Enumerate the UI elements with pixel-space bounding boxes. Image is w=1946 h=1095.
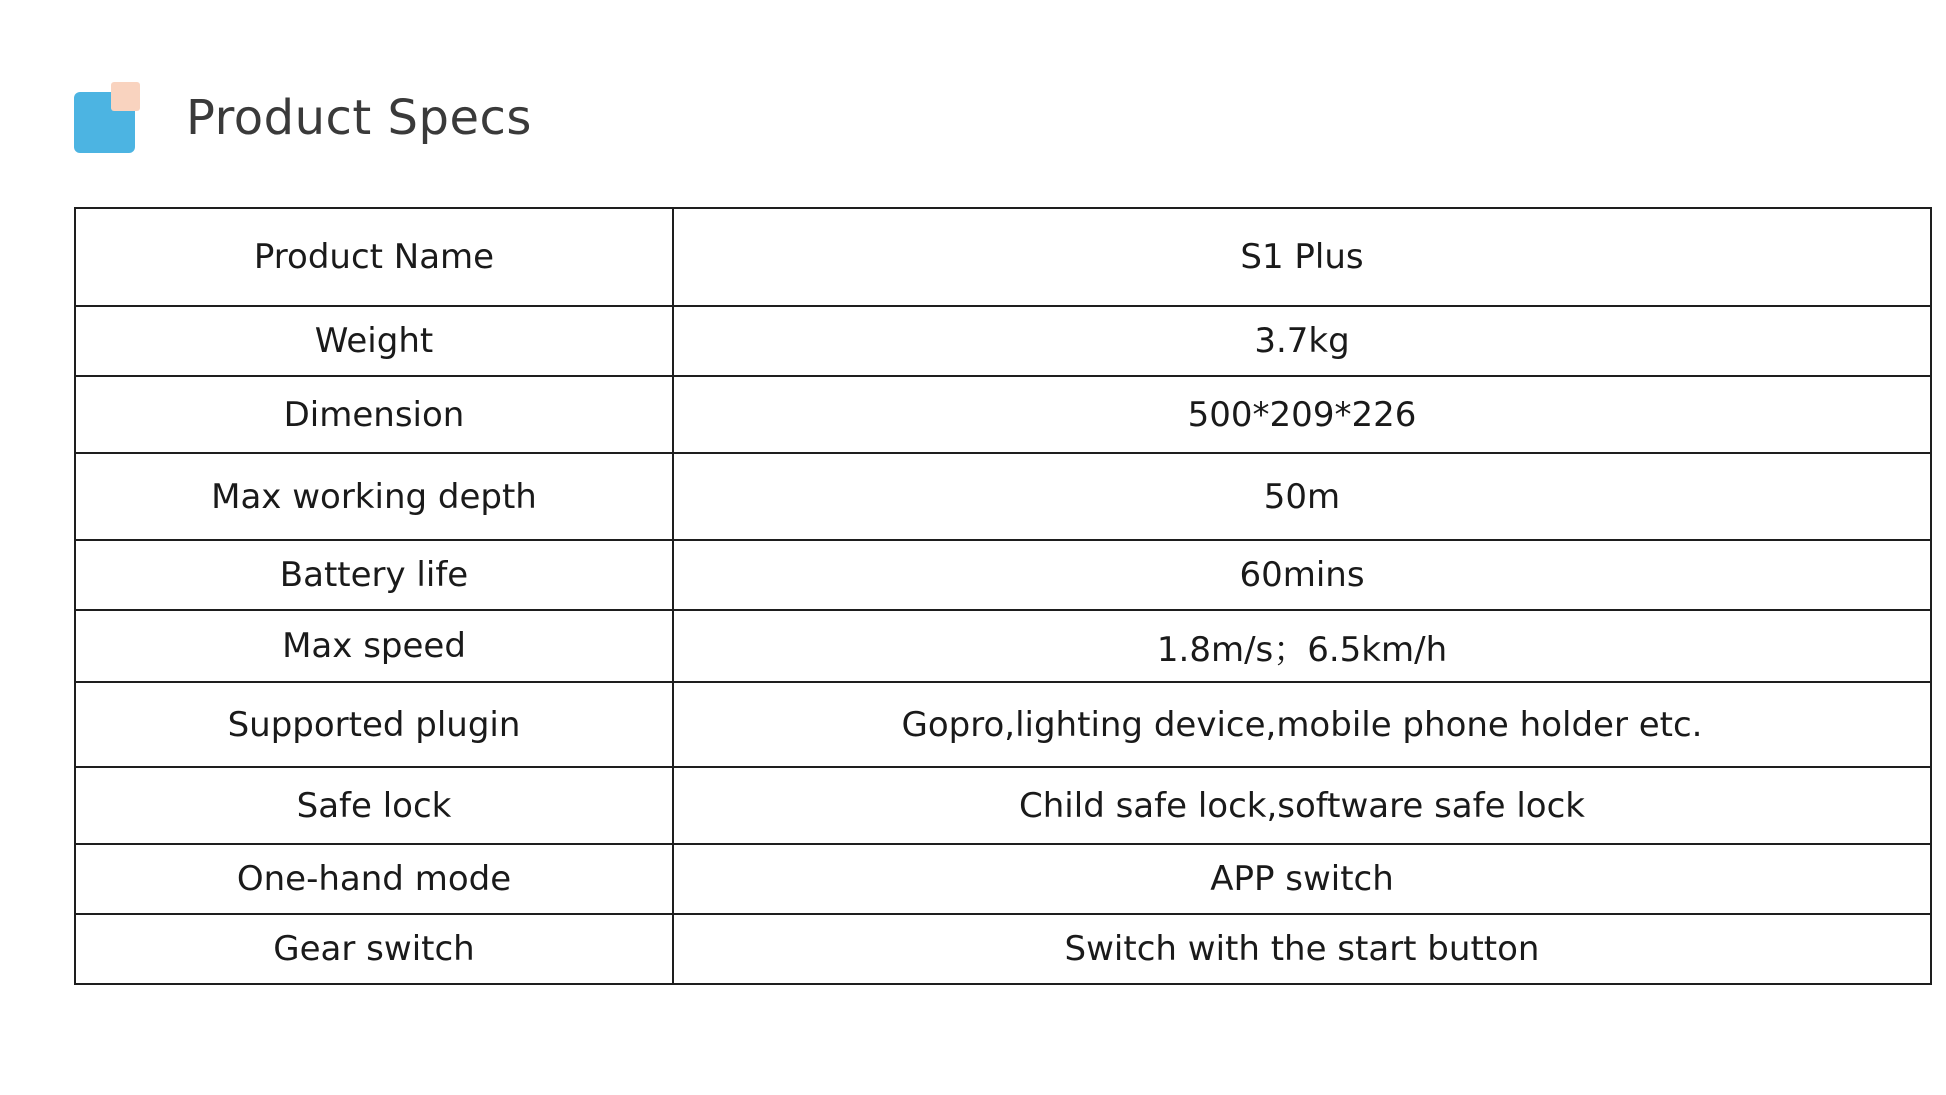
logo-peach-square <box>111 82 140 111</box>
page-title: Product Specs <box>186 89 532 146</box>
table-row-max-speed <box>75 610 1931 682</box>
spec-value: APP switch <box>673 844 1931 914</box>
table-row-battery-life <box>75 540 1931 610</box>
spec-table <box>74 207 1932 985</box>
table-row-supported-plugin <box>75 682 1931 767</box>
spec-label: Weight <box>75 306 673 376</box>
spec-label: Supported plugin <box>75 682 673 767</box>
spec-label: Max working depth <box>75 453 673 540</box>
table-row-product-name <box>75 208 1931 306</box>
spec-value: Child safe lock,software safe lock <box>673 767 1931 844</box>
spec-value: Switch with the start button <box>673 914 1931 984</box>
spec-label: Gear switch <box>75 914 673 984</box>
spec-value: Gopro,lighting device,mobile phone holder etc. <box>673 682 1931 767</box>
spec-value: 60mins <box>673 540 1931 610</box>
table-row-one-hand-mode <box>75 844 1931 914</box>
spec-value: 3.7kg <box>673 306 1931 376</box>
table-row-safe-lock <box>75 767 1931 844</box>
spec-label: Max speed <box>75 610 673 682</box>
table-row-max-working-depth <box>75 453 1931 540</box>
table-row-gear-switch <box>75 914 1931 984</box>
spec-label: Battery life <box>75 540 673 610</box>
spec-label: Safe lock <box>75 767 673 844</box>
spec-label: One-hand mode <box>75 844 673 914</box>
table-row-weight <box>75 306 1931 376</box>
spec-value: S1 Plus <box>673 208 1931 306</box>
spec-label: Dimension <box>75 376 673 453</box>
page-header <box>74 80 532 155</box>
spec-value: 500*209*226 <box>673 376 1931 453</box>
spec-value: 1.8m/s；6.5km/h <box>673 610 1931 682</box>
logo-squares-icon <box>74 82 140 154</box>
spec-label: Product Name <box>75 208 673 306</box>
spec-value: 50m <box>673 453 1931 540</box>
table-row-dimension <box>75 376 1931 453</box>
